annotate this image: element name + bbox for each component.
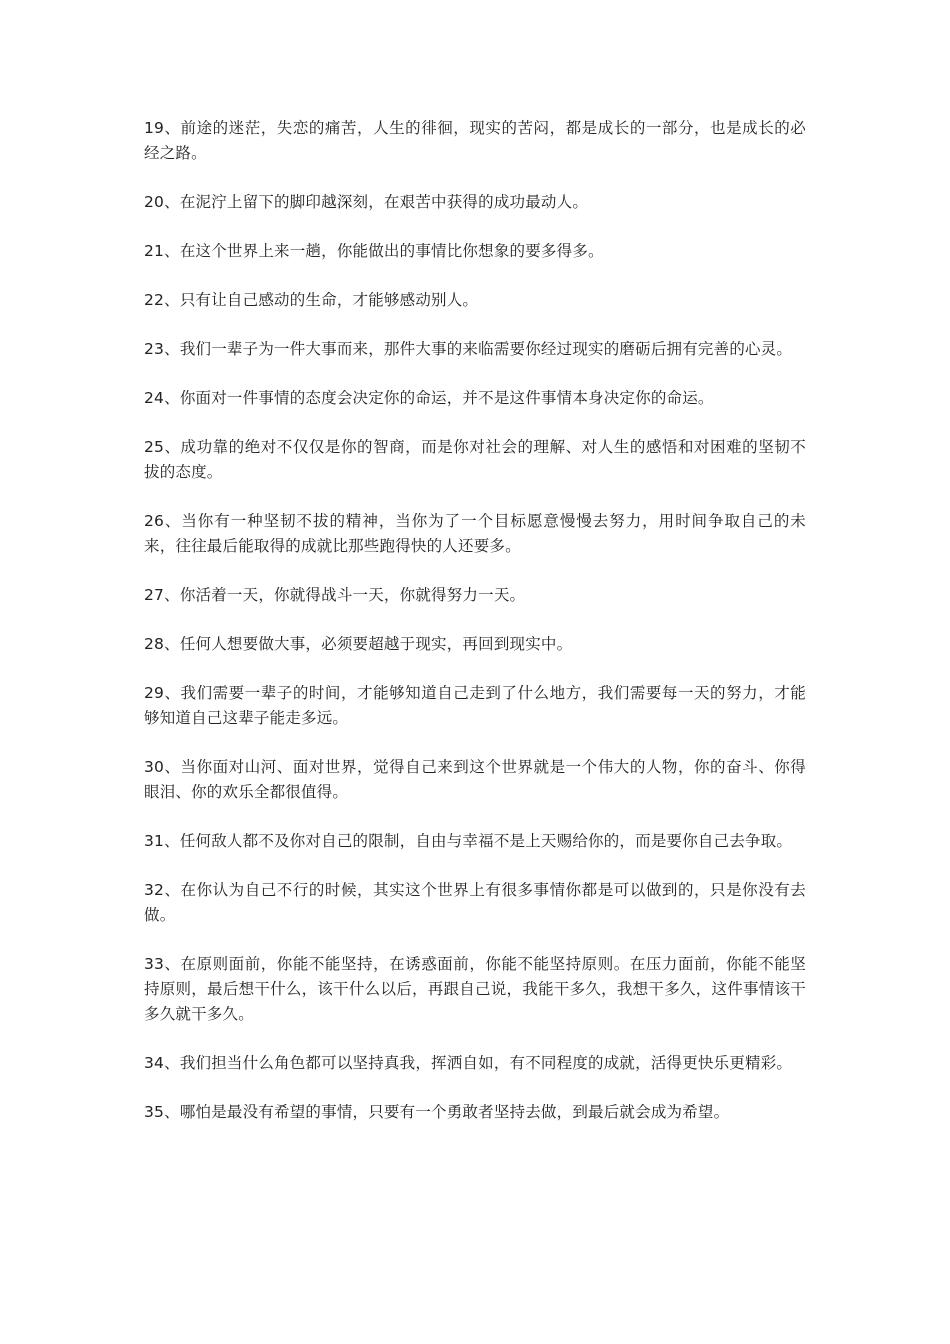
quote-25: 25、成功靠的绝对不仅仅是你的智商，而是你对社会的理解、对人生的感悟和对困难的坚韧不拔的态度。: [144, 438, 806, 481]
quote-31: 31、任何敌人都不及你对自己的限制，自由与幸福不是上天赐给你的，而是要你自己去争取。: [144, 832, 793, 850]
quote-24: 24、你面对一件事情的态度会决定你的命运，并不是这件事情本身决定你的命运。: [144, 389, 714, 407]
document-body: [144, 116, 806, 1149]
quote-22: 22、只有让自己感动的生命，才能够感动别人。: [144, 291, 479, 309]
quote-35: 35、哪怕是最没有希望的事情，只要有一个勇敢者坚持去做，到最后就会成为希望。: [144, 1103, 730, 1121]
quote-27: 27、你活着一天，你就得战斗一天，你就得努力一天。: [144, 586, 526, 604]
quote-21: 21、在这个世界上来一趟，你能做出的事情比你想象的要多得多。: [144, 242, 604, 260]
quote-30: 30、当你面对山河、面对世界，觉得自己来到这个世界就是一个伟大的人物，你的奋斗、你得眼泪、你的欢乐全都很值得。: [144, 758, 806, 801]
quote-19: 19、前途的迷茫，失恋的痛苦，人生的徘徊，现实的苦闷，都是成长的一部分，也是成长的必经之路。: [144, 119, 806, 162]
quote-34: 34、我们担当什么角色都可以坚持真我，挥洒自如，有不同程度的成就，活得更快乐更精彩。: [144, 1054, 793, 1072]
quote-28: 28、任何人想要做大事，必须要超越于现实，再回到现实中。: [144, 635, 573, 653]
quote-26: 26、当你有一种坚韧不拔的精神，当你为了一个目标愿意慢慢去努力，用时间争取自己的未来，往往最后能取得的成就比那些跑得快的人还要多。: [144, 512, 806, 555]
quote-29: 29、我们需要一辈子的时间，才能够知道自己走到了什么地方，我们需要每一天的努力，才能够知道自己这辈子能走多远。: [144, 684, 806, 727]
quote-33: 33、在原则面前，你能不能坚持，在诱惑面前，你能不能坚持原则。在压力面前，你能不能坚持原则，最后想干什么，该干什么以后，再跟自己说，我能干多久，我想干多久，这件事情该干多久就干多久。: [144, 955, 806, 1023]
quote-23: 23、我们一辈子为一件大事而来，那件大事的来临需要你经过现实的磨砺后拥有完善的心灵。: [144, 340, 793, 358]
quote-32: 32、在你认为自己不行的时候，其实这个世界上有很多事情你都是可以做到的，只是你没有去做。: [144, 881, 806, 924]
quote-20: 20、在泥泞上留下的脚印越深刻，在艰苦中获得的成功最动人。: [144, 193, 589, 211]
